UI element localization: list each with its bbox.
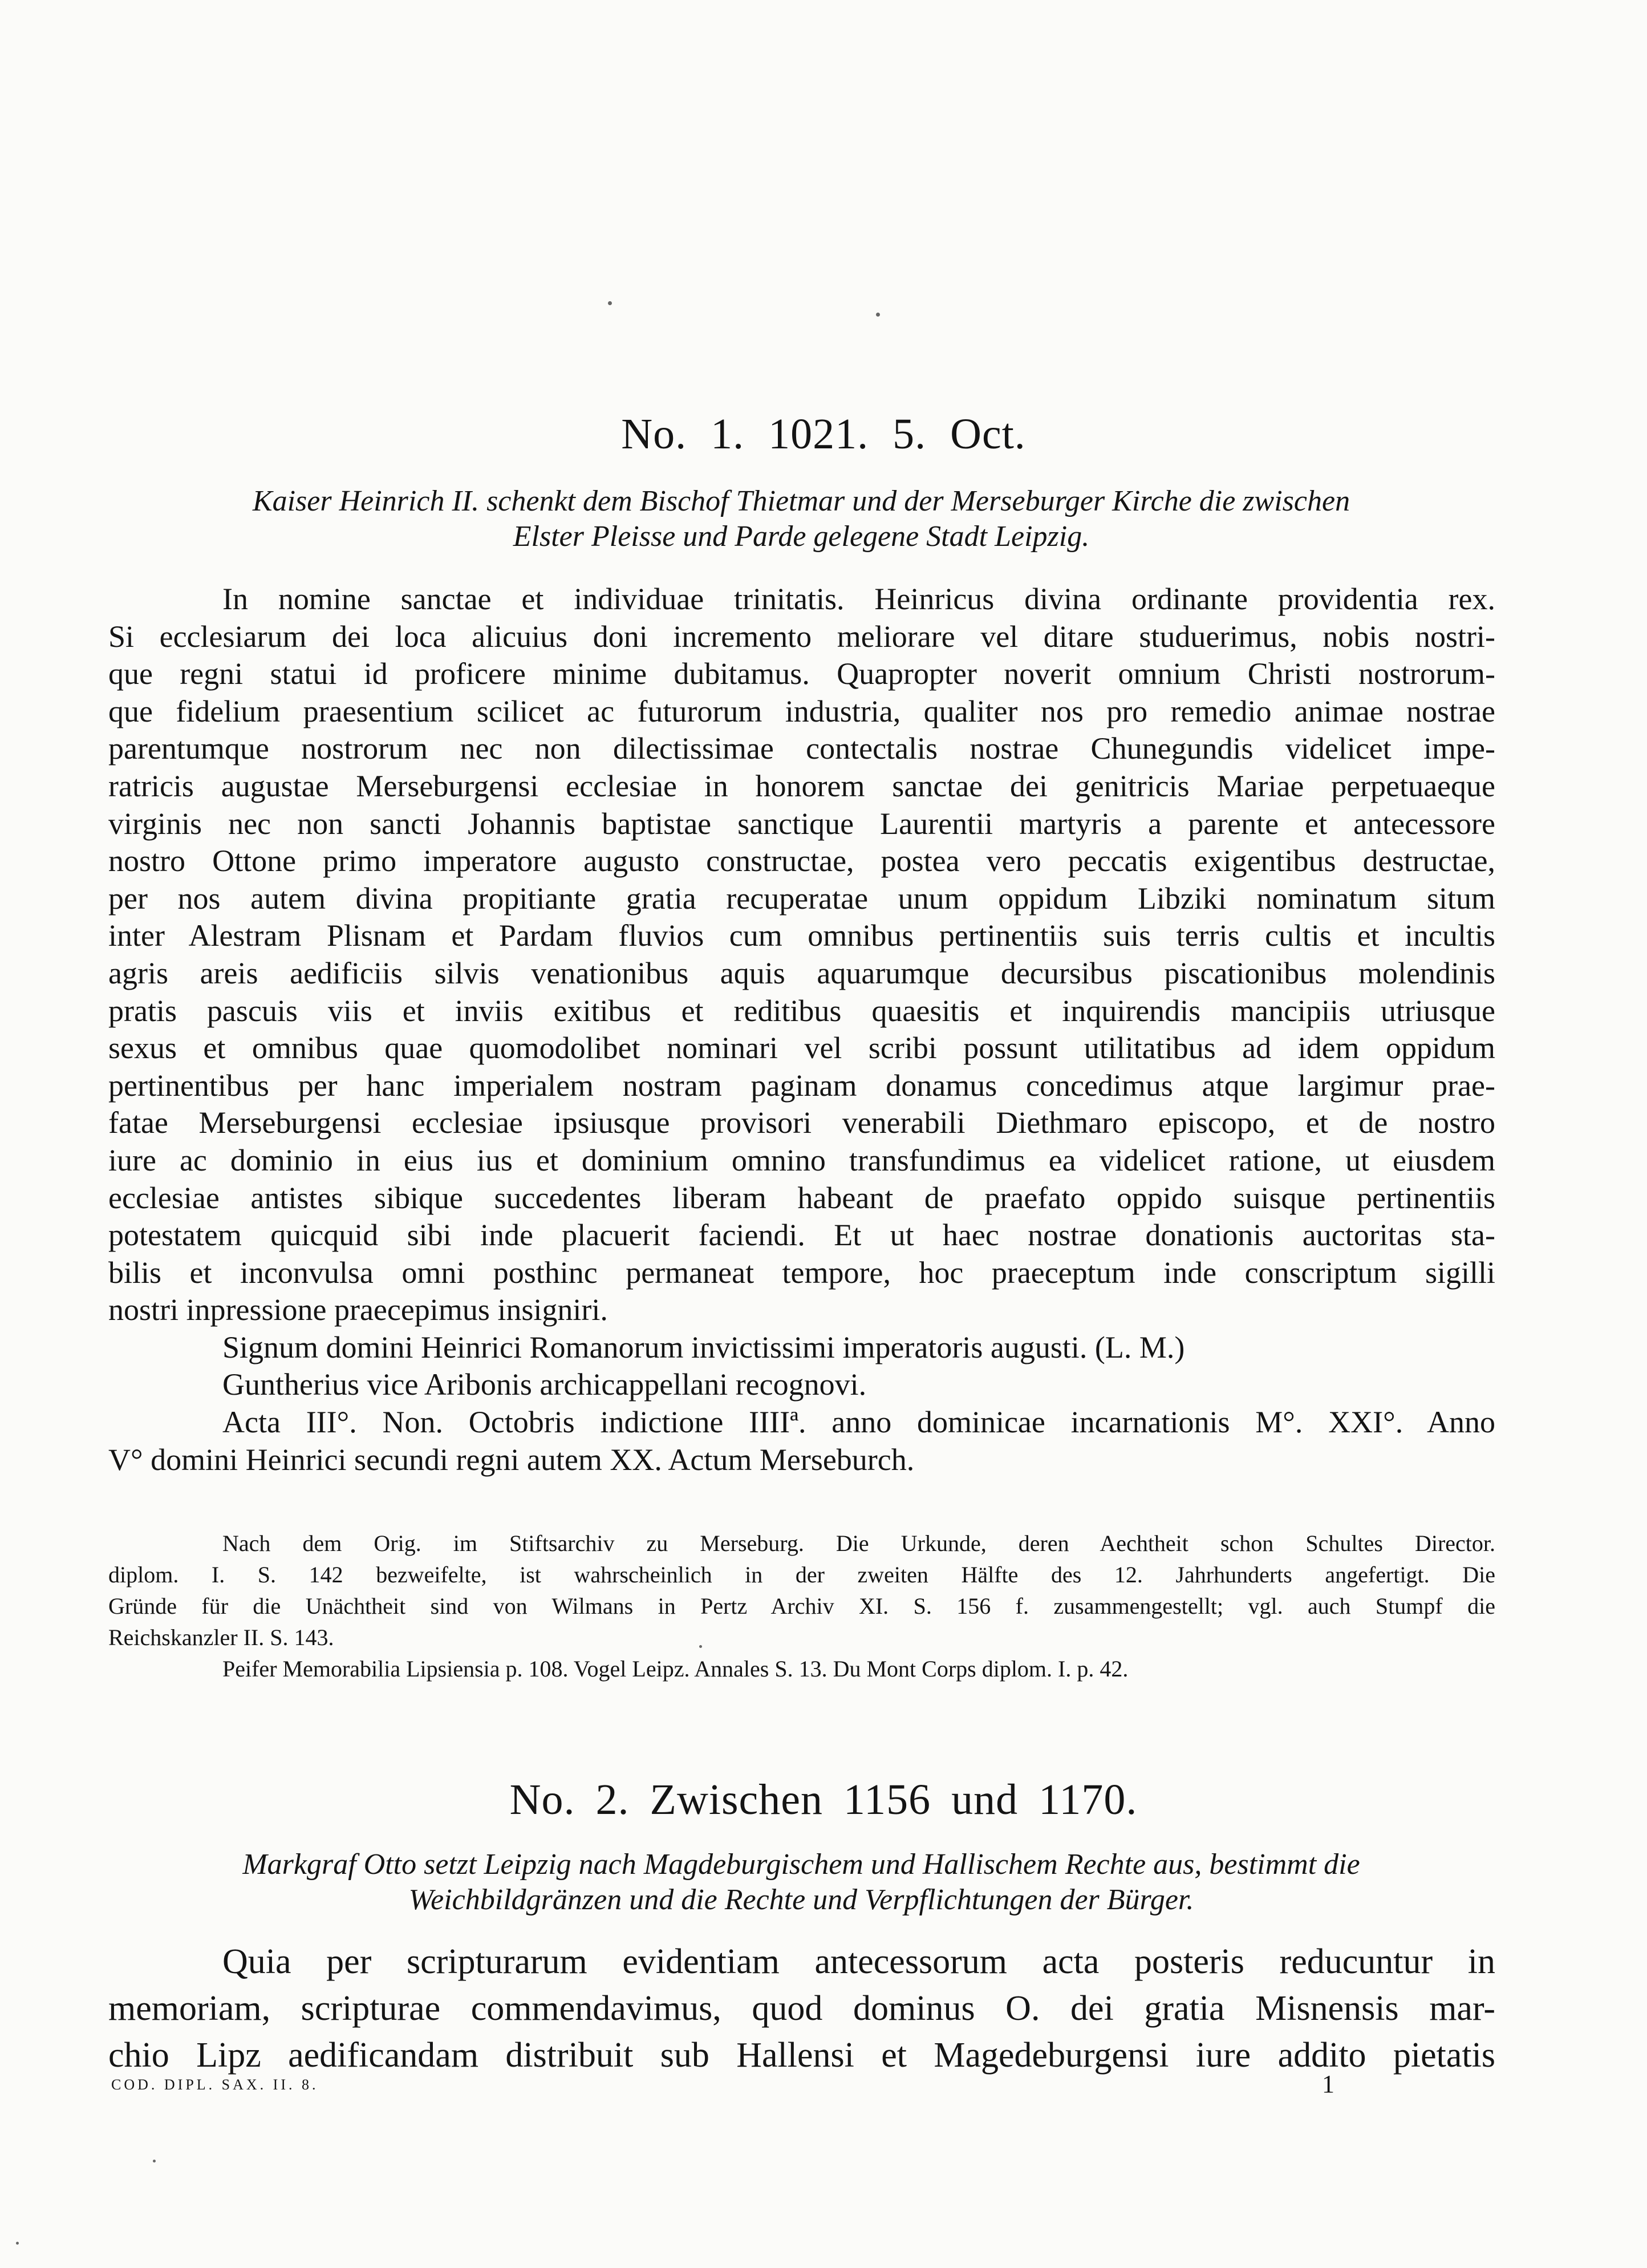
document-1-heading: No. 1. 1021. 5. Oct. (621, 410, 1026, 458)
body-line: In nomine sanctae et individuae trinitatis. Heinricus divina ordinante providentia rex. (222, 582, 1495, 616)
body-line: sexus et omnibus quae quomodolibet nominari vel scribi possunt utilitatibus ad idem oppidum (108, 1031, 1495, 1066)
note-line: Gründe für die Unächtheit sind von Wilmans in Pertz Archiv XI. S. 156 f. zusammengestellt; vgl. auch Stumpf die (108, 1593, 1495, 1619)
body-line: per nos autem divina propitiante gratia recuperatae unum oppidum Libziki nominatum situm (108, 881, 1495, 916)
body-line: Si ecclesiarum dei loca alicuius doni incremento meliorare vel ditare studuerimus, nobis nostri- (108, 619, 1495, 654)
body-line: potestatem quicquid sibi inde placuerit faciendi. Et ut haec nostrae donationis auctoritas sta- (108, 1218, 1495, 1253)
note-line: diplom. I. S. 142 bezweifelte, ist wahrscheinlich in der zweiten Hälfte des 12. Jahrhunderts angefertigt. Die (108, 1562, 1495, 1587)
footer-signature: COD. DIPL. SAX. II. 8. (111, 2076, 319, 2093)
regest-line: Weichbildgränzen und die Rechte und Verpflichtungen der Bürger. (408, 1884, 1194, 1916)
body-line: parentumque nostrorum nec non dilectissimae contectalis nostrae Chunegundis videlicet impe- (108, 731, 1495, 766)
regest-line: Elster Pleisse und Parde gelegene Stadt Leipzig. (513, 520, 1090, 553)
page-number: 1 (1322, 2070, 1334, 2098)
regest-line: Kaiser Heinrich II. schenkt dem Bischof Thietmar und der Merseburger Kirche die zwischen (252, 485, 1350, 517)
body-line: nostri inpressione praecepimus insigniri. (108, 1293, 608, 1327)
body-line: ratricis augustae Merseburgensi ecclesiae in honorem sanctae dei genitricis Mariae perpetuaeque (108, 768, 1495, 803)
regest-line: Markgraf Otto setzt Leipzig nach Magdeburgischem und Hallischem Rechte aus, bestimmt die (242, 1848, 1360, 1881)
scan-speck (153, 2160, 156, 2162)
scan-speck (16, 2242, 19, 2245)
document-1-notes (108, 1528, 1495, 1684)
subscription-line: Guntherius vice Aribonis archicappellani recognovi. (222, 1367, 867, 1402)
note-line: Nach dem Orig. im Stiftsarchiv zu Merseburg. Die Urkunde, deren Aechtheit schon Schultes Director. (222, 1530, 1495, 1556)
document-2-regest (108, 1847, 1494, 1918)
body-line: agris areis aedificiis silvis venationibus aquis aquarumque decursibus piscationibus molendinis (108, 955, 1495, 990)
body-line: memoriam, scripturae commendavimus, quod dominus O. dei gratia Misnensis mar- (108, 1989, 1495, 2028)
body-line: Quia per scripturarum evidentiam antecessorum acta posteris reducuntur in (222, 1942, 1495, 1981)
body-line: ecclesiae antistes sibique succedentes liberam habeant de praefato oppido suisque pertinentiis (108, 1180, 1495, 1215)
body-line: fatae Merseburgensi ecclesiae ipsiusque provisori venerabili Diethmaro episcopo, et de nostro (108, 1105, 1495, 1140)
body-line: pertinentibus per hanc imperialem nostram paginam donamus concedimus atque largimur prae- (108, 1068, 1495, 1103)
body-line: chio Lipz aedificandam distribuit sub Hallensi et Magedeburgensi iure addito pietatis (108, 2036, 1495, 2075)
note-line: Reichskanzler II. S. 143. (108, 1625, 334, 1650)
dating-line: Acta III°. Non. Octobris indictione IIIIª. anno dominicae incarnationis M°. XXI°. Anno (222, 1405, 1495, 1440)
body-line: virginis nec non sancti Johannis baptistae sanctique Laurentii martyris a parente et antecessore (108, 806, 1495, 841)
document-1-body (108, 581, 1495, 1479)
body-line: nostro Ottone primo imperatore augusto constructae, postea vero peccatis exigentibus destructae, (108, 844, 1495, 878)
note-line: Peifer Memorabilia Lipsiensia p. 108. Vogel Leipz. Annales S. 13. Du Mont Corps diplom. I. p. 42. (222, 1656, 1129, 1682)
body-line: pratis pascuis viis et inviis exitibus et reditibus quaesitis et inquirendis mancipiis utriusque (108, 993, 1495, 1028)
body-line: inter Alestram Plisnam et Pardam fluvios cum omnibus pertinentiis suis terris cultis et incultis (108, 918, 1495, 953)
body-line: que regni statui id proficere minime dubitamus. Quapropter noverit omnium Christi nostrorum- (108, 657, 1495, 691)
scan-speck (876, 313, 880, 317)
document-2-body (108, 1938, 1495, 2079)
body-line: que fidelium praesentium scilicet ac futurorum industria, qualiter nos pro remedio animae nostrae (108, 694, 1495, 728)
body-line: iure ac dominio in eius ius et dominium omnino transfundimus ea videlicet ratione, ut eiusdem (108, 1143, 1495, 1177)
scan-speck (608, 301, 612, 305)
body-line: bilis et inconvulsa omni posthinc permaneat tempore, hoc praeceptum inde conscriptum sigilli (108, 1255, 1495, 1290)
document-1-regest (108, 484, 1494, 554)
document-2-heading: No. 2. Zwischen 1156 und 1170. (509, 1776, 1138, 1824)
dating-line: V° domini Heinrici secundi regni autem XX. Actum Merseburch. (108, 1442, 915, 1477)
subscription-line: Signum domini Heinrici Romanorum invictissimi imperatoris augusti. (L. M.) (222, 1330, 1185, 1364)
